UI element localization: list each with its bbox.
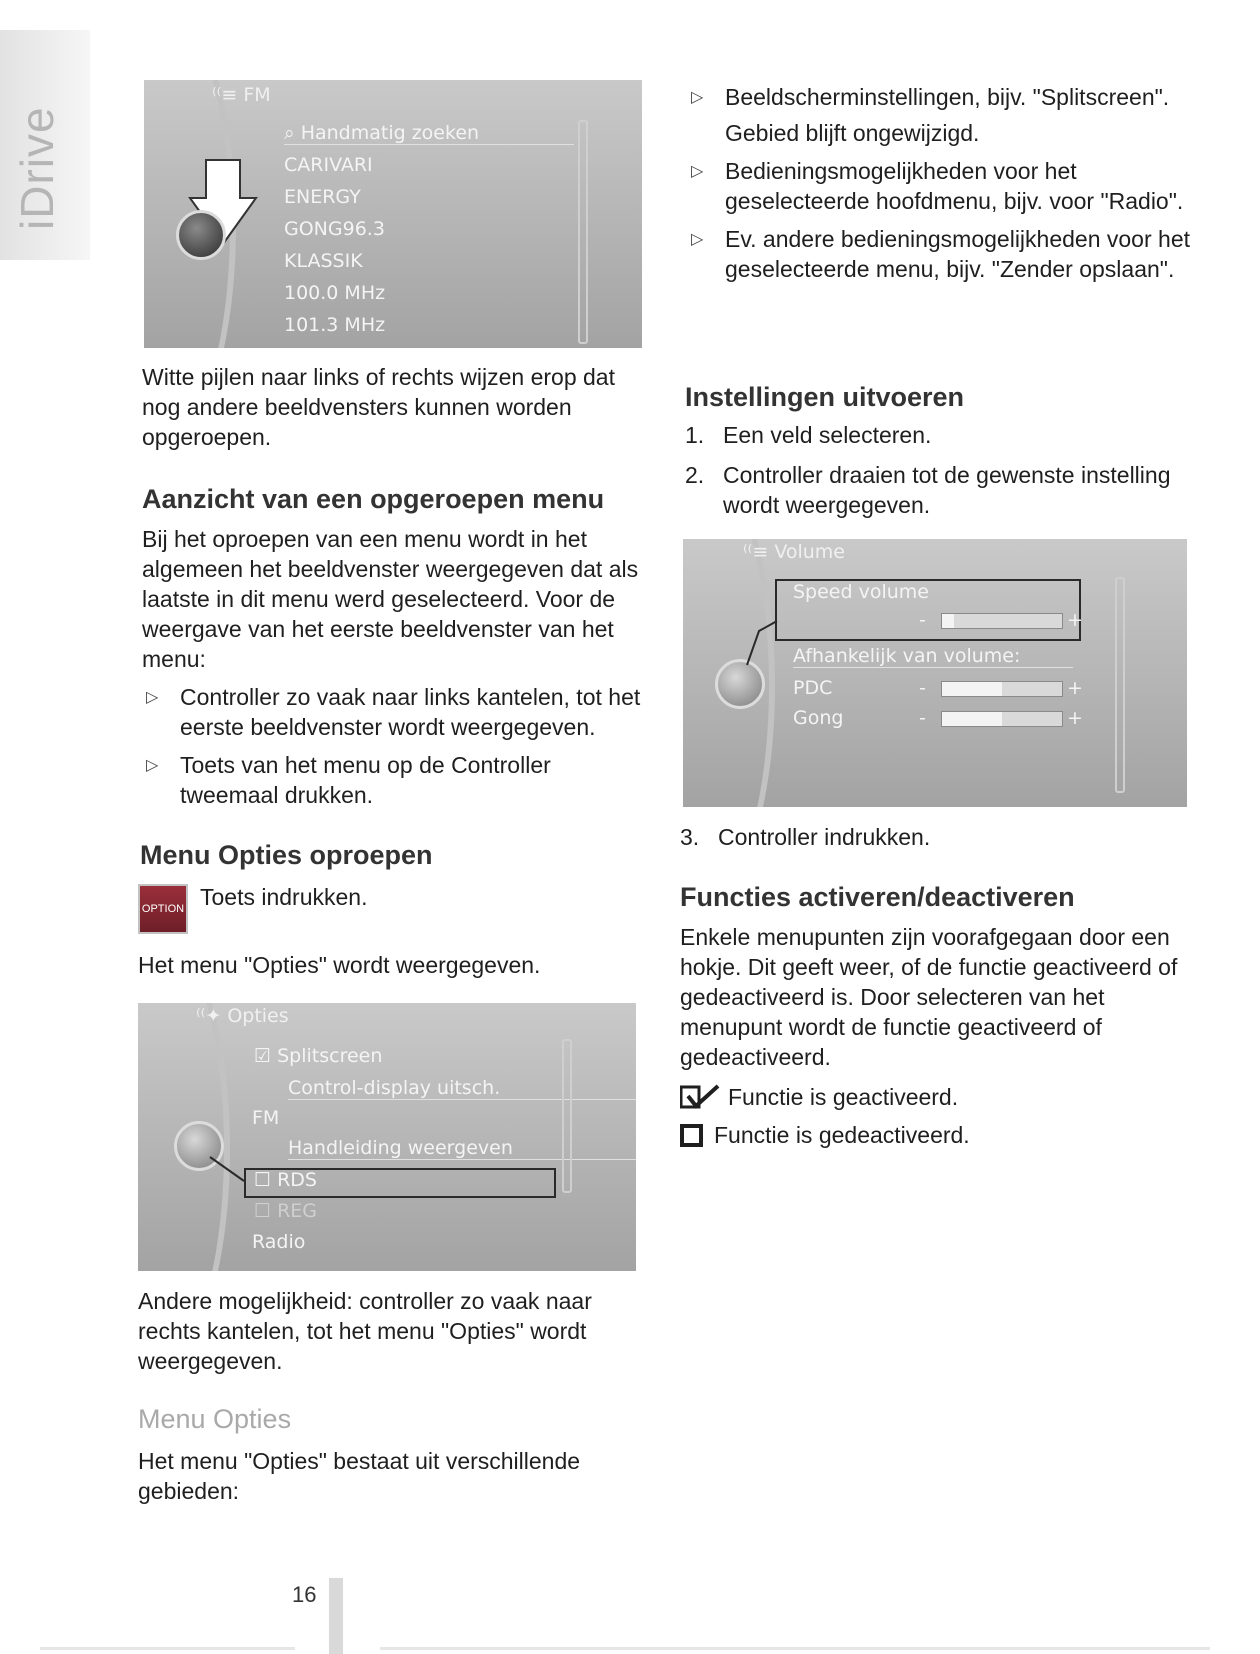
fm-screen [144,80,642,348]
controller-knob [176,210,226,260]
list-item: ▷ Controller zo vaak naar links kantelen, tot het eerste beeldvenster wordt weergegeven. [146,684,641,740]
fm-station: KLASSIK [284,250,363,272]
opties-row: Control-display uitsch. [288,1077,636,1100]
triangle-bullet-icon: ▷ [691,163,704,180]
opties-row: Handleiding weergeven [288,1137,636,1160]
minus-label: - [919,609,926,631]
footer-rule [40,1647,295,1650]
search-icon: ⌕ [284,122,295,144]
options-heading: Menu Opties oproepen [140,840,433,870]
fm-station: 101.3 MHz [284,314,386,336]
speed-volume-slider[interactable] [941,613,1063,629]
opties-screen [138,1003,636,1271]
list-item: 3. Controller indrukken. [680,824,931,850]
fm-search: Handmatig zoeken [300,122,480,144]
scroll-indicator [562,1039,572,1193]
arrows-text: Witte pijlen naar links of rechts wijzen erop dat nog andere beeldvensters kunnen worden opgeroepen. [142,364,615,450]
triangle-bullet-icon: ▷ [146,689,159,706]
page-marker [329,1578,343,1654]
checkbox-icon: ☐ [254,1169,272,1191]
gong-slider[interactable] [941,711,1063,727]
opties-row: RDS [277,1169,317,1191]
pdc-label: PDC [793,677,833,699]
opties-section: FM [252,1107,280,1129]
opties-row: REG [277,1200,318,1222]
gong-label: Gong [793,707,844,729]
list-item: ▷ Bedieningsmogelijkheden voor het geselecteerde hoofdmenu, bijv. voor "Radio". [691,158,1184,214]
plus-label: + [1067,677,1083,699]
pointer-line-icon [208,1153,248,1193]
side-tab-label: iDrive [11,106,63,230]
minus-label: - [919,707,926,729]
opties-row: Splitscreen [277,1045,383,1067]
checkbox-icon: ☐ [254,1200,272,1222]
minus-label: - [919,677,926,699]
list-item: 2. Controller draaien tot de gewenste instelling wordt weergegeven. [685,462,1171,518]
slider-fill [942,712,1002,726]
opties-header: Opties [227,1005,289,1027]
page-number: 16 [292,1582,317,1607]
plus-label: + [1067,609,1083,631]
speed-volume-label: Speed volume [793,581,929,603]
side-tab [0,30,90,260]
fm-station: ENERGY [284,186,361,208]
list-item: ▷ Beeldscherminstellingen, bijv. "Splitscreen". [687,82,1195,112]
fm-station: 100.0 MHz [284,282,386,304]
slider-fill [942,614,954,628]
settings-heading: Instellingen uitvoeren [685,382,965,412]
footer-rule [380,1647,1210,1650]
list-item: ▷ Ev. andere bedieningsmogelijkheden voor het geselecteerde menu, bijv. "Zender opslaan". [691,226,1190,282]
active-legend: Functie is geactiveerd. [680,1082,1194,1112]
fm-station: CARIVARI [284,154,373,176]
opties-section: Radio [252,1231,306,1253]
inactive-legend: Functie is gedeactiveerd. [680,1120,1194,1150]
functions-text: Enkele menupunten zijn voorafgegaan door een hokje. Dit geeft weer, of de functie geactiveerd of gedeactiveerd is. Door selecteren van het menupunt wordt de functie geactiveerd of gedeactiveerd. [680,924,1178,1070]
volume-screen [683,539,1187,807]
menu-text: Het menu "Opties" bestaat uit verschillende gebieden: [138,1448,581,1504]
press-text: Toets indrukken. [200,884,368,910]
view-text: Bij het oproepen van een menu wordt in het algemeen het beeldvenster weergegeven dat als laatste in dit menu werd geselecteerd. Voor de weergave van het eerste beeldvenster van het menu: [142,526,639,672]
area-unchanged-text: Gebied blijft ongewijzigd. [725,120,980,146]
pointer-line-icon [743,619,783,669]
checkbox-checked-icon [680,1084,720,1110]
scroll-indicator [1115,577,1125,793]
triangle-bullet-icon: ▷ [691,231,704,248]
list-item: ▷ Toets van het menu op de Controller tweemaal drukken. [146,752,551,808]
other-text: Andere mogelijkheid: controller zo vaak naar rechts kantelen, tot het menu "Opties" wordt weergegeven. [138,1288,592,1374]
checkbox-icon [680,1124,704,1148]
fm-header: FM [243,84,271,106]
menu-heading: Menu Opties [138,1404,292,1434]
option-button: OPTION [138,884,188,934]
list-item: 1. Een veld selecteren. [685,422,932,448]
volume-header: Volume [774,541,845,563]
pdc-slider[interactable] [941,681,1063,697]
fm-station: GONG96.3 [284,218,385,240]
functions-heading: Functies activeren/deactiveren [680,882,1075,912]
view-heading: Aanzicht van een opgeroepen menu [142,484,605,514]
plus-label: + [1067,707,1083,729]
scroll-indicator [578,120,588,344]
checkbox-checked-icon: ☑ [254,1045,272,1067]
slider-fill [942,682,1002,696]
dependent-label: Afhankelijk van volume: [793,645,1073,668]
options-icon: ⁽⁽✦ [196,1005,222,1027]
shown-text: Het menu "Opties" wordt weergegeven. [138,952,541,978]
radio-icon: ⁽⁽≡ [743,541,769,563]
triangle-bullet-icon: ▷ [691,89,704,106]
triangle-bullet-icon: ▷ [146,757,159,774]
radio-icon: ⁽⁽≡ [212,84,238,106]
